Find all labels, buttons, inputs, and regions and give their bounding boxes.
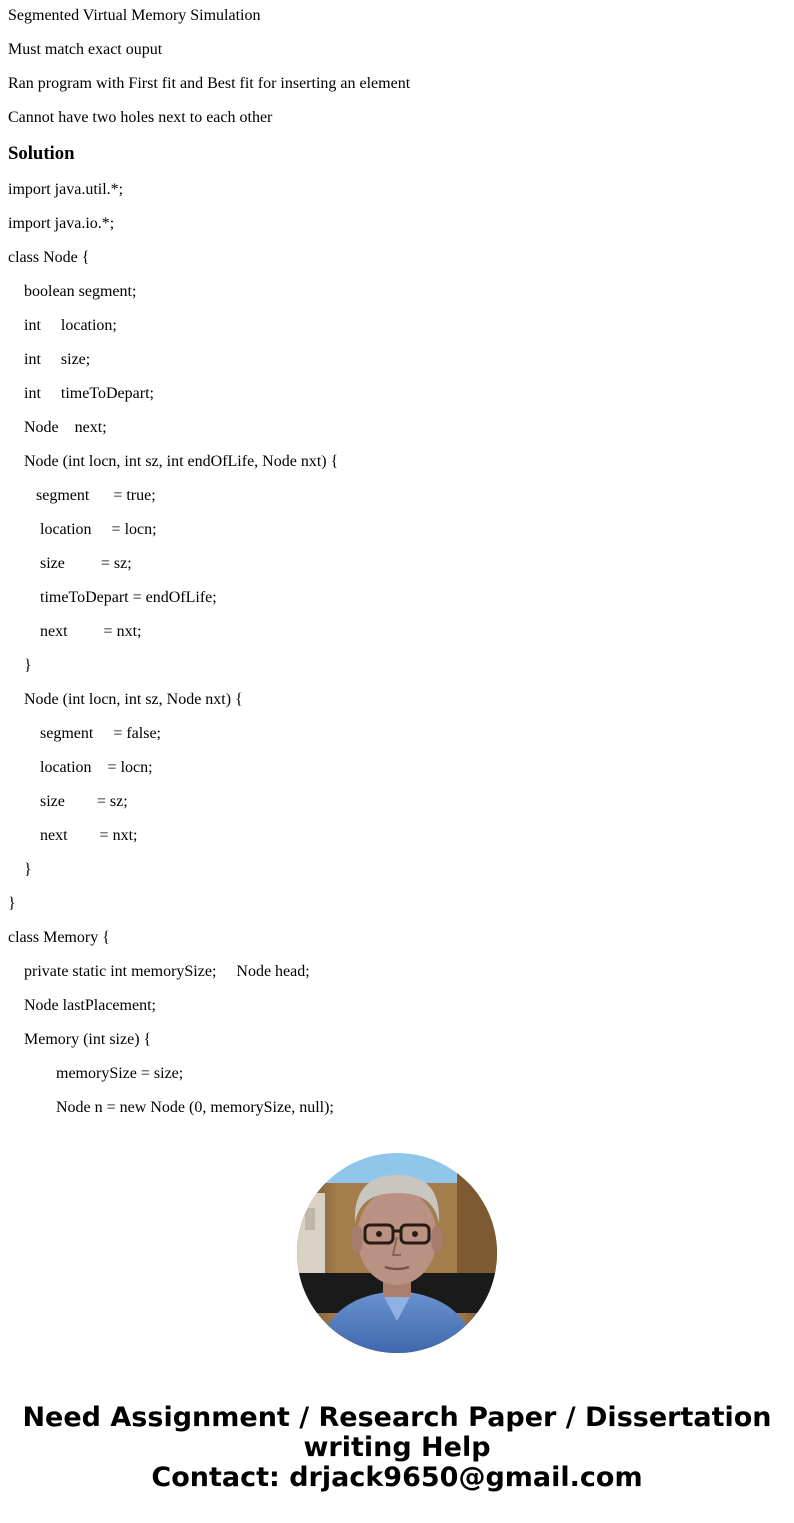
code-line: } bbox=[8, 861, 32, 878]
intro-line-holes: Cannot have two holes next to each other bbox=[8, 109, 273, 126]
code-line: segment = true; bbox=[8, 487, 156, 504]
code-line: boolean segment; bbox=[8, 283, 137, 300]
code-line: import java.io.*; bbox=[8, 215, 115, 232]
footer-contact: Contact: drjack9650@gmail.com bbox=[151, 1462, 643, 1493]
footer-line-2: writing Help bbox=[303, 1432, 491, 1463]
code-line: Memory (int size) { bbox=[8, 1031, 152, 1048]
code-line: int timeToDepart; bbox=[8, 385, 154, 402]
code-line: int size; bbox=[8, 351, 91, 368]
code-line: class Node { bbox=[8, 249, 90, 266]
code-line: timeToDepart = endOfLife; bbox=[8, 589, 217, 606]
footer-promo bbox=[0, 1403, 794, 1493]
code-line: } bbox=[8, 895, 16, 912]
intro-line-requirement: Must match exact ouput bbox=[8, 41, 163, 58]
code-line: memorySize = size; bbox=[8, 1065, 184, 1082]
code-line: segment = false; bbox=[8, 725, 161, 742]
code-line: import java.util.*; bbox=[8, 181, 124, 198]
code-line: int location; bbox=[8, 317, 117, 334]
code-line: class Memory { bbox=[8, 929, 110, 946]
code-line: Node (int locn, int sz, Node nxt) { bbox=[8, 691, 243, 708]
code-line: Node lastPlacement; bbox=[8, 997, 156, 1014]
code-line: size = sz; bbox=[8, 555, 132, 572]
code-block bbox=[8, 181, 786, 1117]
code-line: size = sz; bbox=[8, 793, 128, 810]
solution-heading: Solution bbox=[8, 143, 75, 164]
author-photo bbox=[297, 1153, 497, 1353]
code-line: } bbox=[8, 657, 32, 674]
code-line: location = locn; bbox=[8, 759, 153, 776]
footer-line-1: Need Assignment / Research Paper / Dissertation bbox=[22, 1402, 772, 1433]
document-body bbox=[8, 0, 786, 1133]
code-line: location = locn; bbox=[8, 521, 157, 538]
intro-line-fit: Ran program with First fit and Best fit for inserting an element bbox=[8, 75, 411, 92]
code-line: Node next; bbox=[8, 419, 107, 436]
code-line: private static int memorySize; Node head; bbox=[8, 963, 310, 980]
code-line: Node n = new Node (0, memorySize, null); bbox=[8, 1099, 334, 1116]
code-line: Node (int locn, int sz, int endOfLife, Node nxt) { bbox=[8, 453, 339, 470]
portrait-image bbox=[297, 1153, 497, 1353]
intro-line-title: Segmented Virtual Memory Simulation bbox=[8, 7, 261, 24]
code-line: next = nxt; bbox=[8, 827, 138, 844]
code-line: next = nxt; bbox=[8, 623, 142, 640]
